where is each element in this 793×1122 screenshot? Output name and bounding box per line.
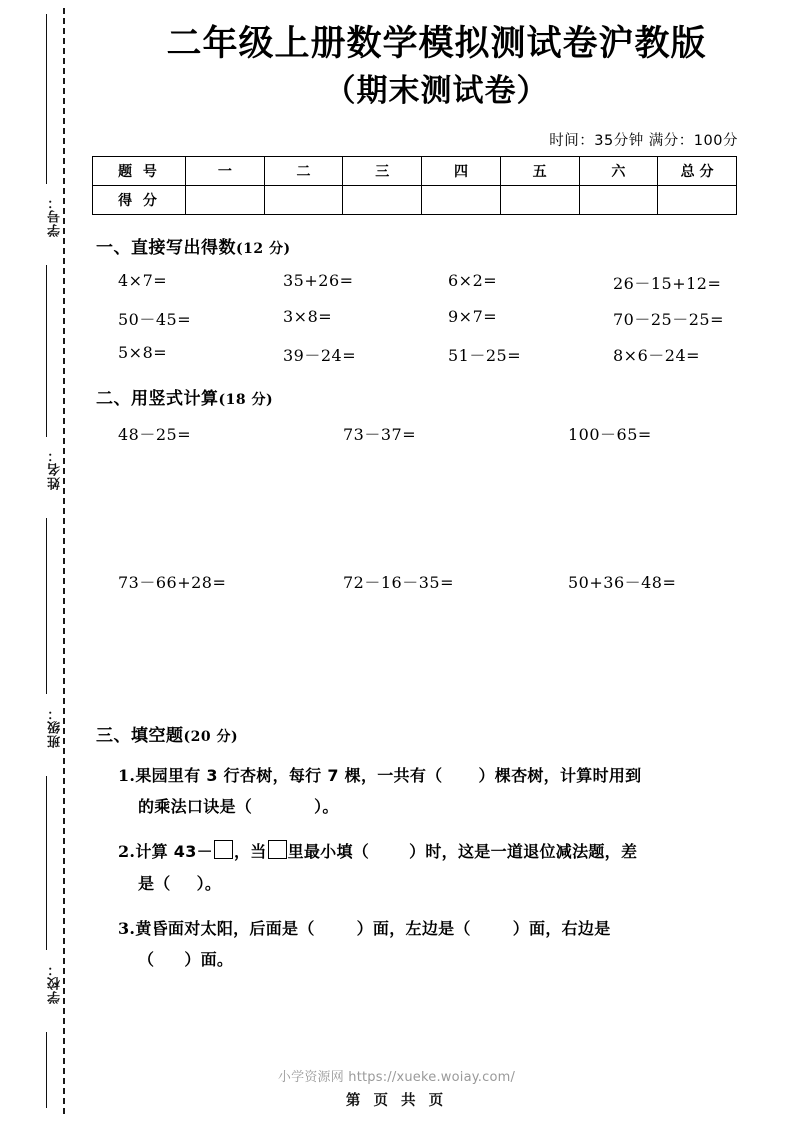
score-cell[interactable] <box>343 186 422 215</box>
question-text: ）面，左边是（ <box>356 918 471 938</box>
section-three <box>96 721 793 975</box>
section-one-heading <box>96 233 793 258</box>
problem-row <box>118 422 793 445</box>
title-block <box>80 22 793 111</box>
section-two <box>96 384 793 721</box>
score-table-col-1: 一 <box>186 157 265 186</box>
page-subtitle: （期末测试卷） <box>324 72 549 109</box>
exam-meta: 时间：35分钟 满分：100分 <box>549 133 738 150</box>
problem-item: 100－65= <box>568 425 652 445</box>
score-table-col-3: 三 <box>343 157 422 186</box>
margin-label-student-id: 学号： <box>48 195 63 237</box>
question-text: 黄昏面对太阳，后面是（ <box>135 918 315 938</box>
question-text: 果园里有 3 行杏树，每行 7 棵，一共有（ <box>135 766 443 786</box>
score-cell[interactable] <box>579 186 658 215</box>
dashed-cut-line <box>63 8 65 1114</box>
page-title: 二年级上册数学模拟测试卷沪教版 <box>166 24 707 64</box>
problem-row <box>118 343 793 366</box>
section-one <box>96 233 793 366</box>
margin-rule-segment <box>46 14 47 184</box>
score-cell[interactable] <box>658 186 737 215</box>
watermark: 小学资源网 https://xueke.woiay.com/ <box>277 1070 516 1085</box>
question-text: ）。 <box>314 797 339 817</box>
margin-rule-segment <box>46 776 47 950</box>
margin-label-name: 姓名： <box>48 448 63 490</box>
section-three-title: 三、填空题 <box>96 726 184 747</box>
score-cell[interactable] <box>500 186 579 215</box>
fib-question-3 <box>118 913 778 975</box>
problem-item: 26－15+12= <box>613 274 722 294</box>
question-text: ）时，这是一道退位减法题，差 <box>409 842 638 862</box>
question-text: ）棵杏树，计算时用到 <box>478 766 642 786</box>
left-margin-strip <box>0 0 80 1122</box>
question-text: 计算 43－ <box>135 842 213 862</box>
problem-item: 3×8= <box>283 307 333 327</box>
question-text: ）面。 <box>184 950 234 970</box>
score-table-col-2: 二 <box>264 157 343 186</box>
problem-item: 48－25= <box>118 425 192 445</box>
fib-question-1 <box>118 760 778 822</box>
section-one-points: (12 分) <box>236 241 291 258</box>
section-two-heading <box>96 384 793 409</box>
problem-item: 50+36－48= <box>568 573 677 593</box>
problem-item: 70－25－25= <box>613 310 724 330</box>
score-table <box>92 156 737 215</box>
answer-box-icon[interactable] <box>268 840 287 859</box>
score-table-row-label: 得 分 <box>93 186 186 215</box>
problem-item: 6×2= <box>448 271 498 291</box>
table-row <box>93 186 737 215</box>
problem-row <box>118 307 793 330</box>
exam-sheet <box>80 0 793 1122</box>
fib-question-2 <box>118 836 778 898</box>
worksheet-blank-space[interactable] <box>96 593 793 721</box>
section-two-points: (18 分) <box>218 392 274 409</box>
question-text: ，当 <box>233 842 267 862</box>
problem-item: 51－25= <box>448 346 522 366</box>
problem-item: 9×7= <box>448 307 498 327</box>
section-one-title: 一、直接写出得数 <box>96 238 236 259</box>
score-cell[interactable] <box>422 186 501 215</box>
margin-label-school: 学校： <box>48 962 63 1004</box>
problem-item: 5×8= <box>118 343 168 363</box>
problem-item: 73－66+28= <box>118 573 227 593</box>
section-two-title: 二、用竖式计算 <box>96 389 219 410</box>
question-number: 2. <box>118 842 136 862</box>
page-footer: 第 页 共 页 <box>345 1093 448 1109</box>
problem-item: 4×7= <box>118 271 168 291</box>
problem-item: 72－16－35= <box>343 573 454 593</box>
section-three-heading <box>96 721 793 746</box>
margin-rule-segment <box>46 265 47 437</box>
question-text: 的乘法口诀是（ <box>138 797 253 817</box>
problem-item: 50－45= <box>118 310 192 330</box>
answer-box-icon[interactable] <box>214 840 233 859</box>
problem-item: 35+26= <box>283 271 354 291</box>
score-cell[interactable] <box>186 186 265 215</box>
question-text: 里最小填（ <box>287 842 370 862</box>
score-table-col-6: 六 <box>579 157 658 186</box>
problem-item: 39－24= <box>283 346 357 366</box>
score-table-row-label: 题 号 <box>93 157 186 186</box>
problem-row <box>118 570 793 593</box>
problem-row <box>118 271 793 294</box>
question-text: （ <box>138 950 155 970</box>
score-cell[interactable] <box>264 186 343 215</box>
problem-item: 73－37= <box>343 425 417 445</box>
question-text: ）面，右边是 <box>512 918 611 938</box>
question-text: 是（ <box>138 873 171 893</box>
question-text: ）。 <box>196 873 222 893</box>
margin-label-class: 班级： <box>48 706 63 748</box>
worksheet-blank-space[interactable] <box>96 445 793 557</box>
score-table-col-total: 总 分 <box>658 157 737 186</box>
section-three-points: (20 分) <box>183 729 239 746</box>
score-table-col-5: 五 <box>500 157 579 186</box>
margin-rule-segment <box>46 518 47 694</box>
score-table-col-4: 四 <box>422 157 501 186</box>
question-number: 3. <box>118 918 136 938</box>
problem-item: 8×6－24= <box>613 346 701 366</box>
table-row <box>93 157 737 186</box>
question-number: 1. <box>118 766 136 786</box>
